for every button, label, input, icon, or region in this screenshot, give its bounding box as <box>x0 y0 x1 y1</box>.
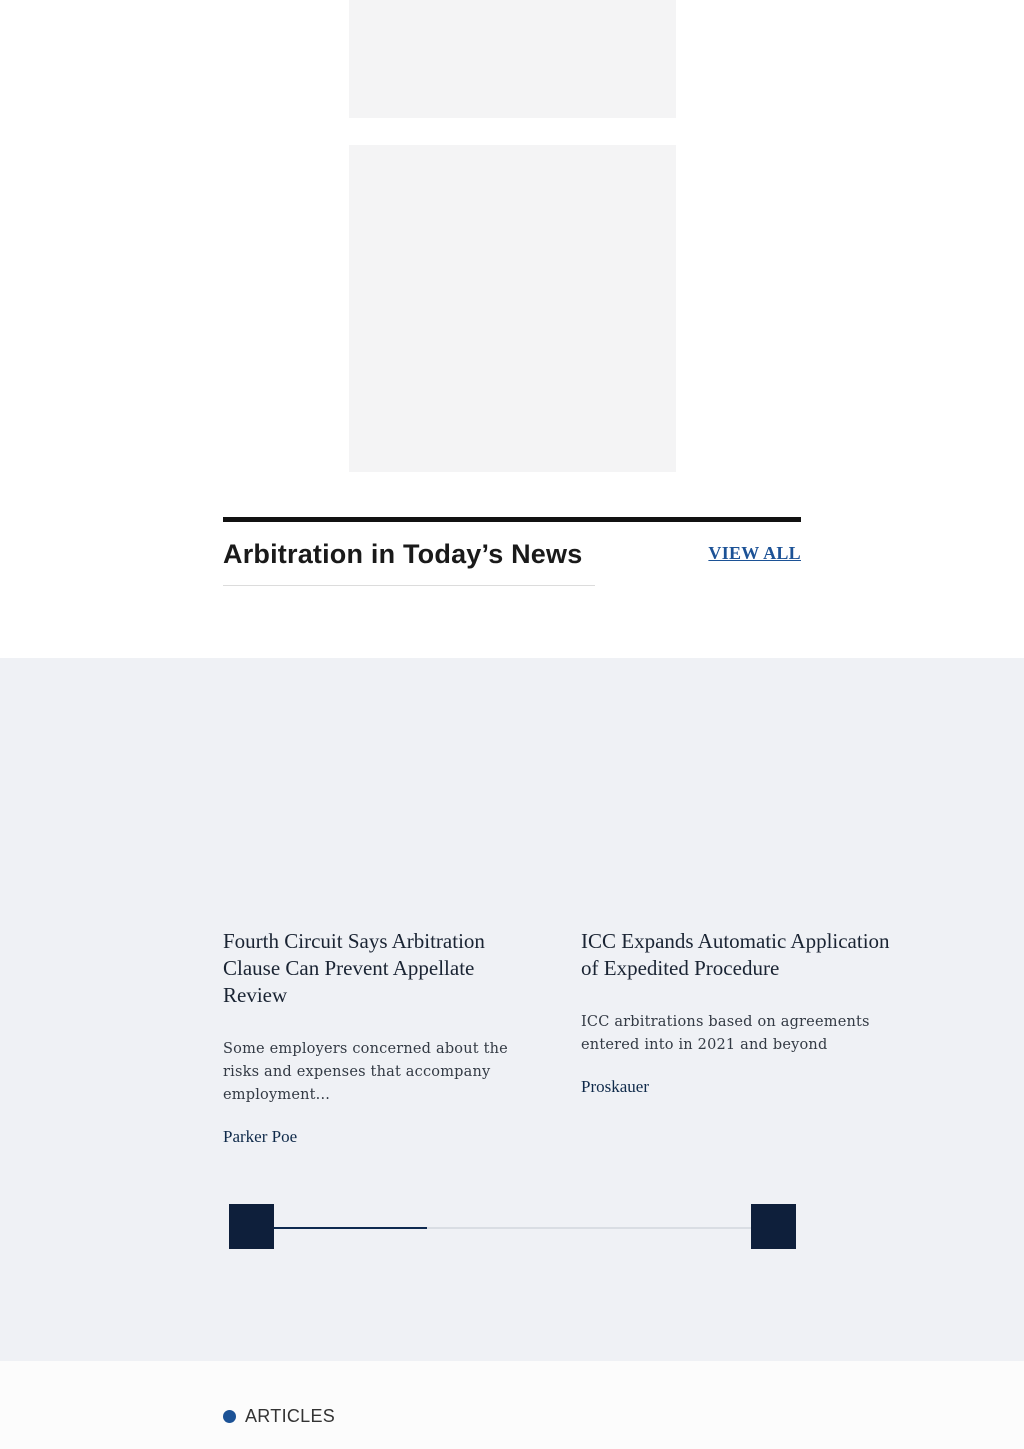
news-card-source[interactable]: Parker Poe <box>223 1127 298 1146</box>
bullet-dot-icon <box>223 1410 236 1423</box>
ad-placeholder-top <box>349 0 676 118</box>
articles-section-label <box>223 1406 335 1427</box>
news-section-header <box>223 517 801 592</box>
carousel-controls <box>229 1204 796 1250</box>
view-all-link[interactable]: VIEW ALL <box>708 543 801 563</box>
carousel-next-button[interactable] <box>751 1204 796 1249</box>
news-card-source[interactable]: Proskauer <box>581 1077 649 1096</box>
news-card <box>223 928 543 1147</box>
articles-label-text: ARTICLES <box>245 1406 336 1426</box>
news-card-excerpt: ICC arbitrations based on agreements entered into in 2021 and beyond <box>581 1014 870 1053</box>
ad-placeholder-middle <box>349 145 676 472</box>
news-carousel-section <box>0 658 1024 1361</box>
title-underline <box>223 585 595 586</box>
carousel-progress-track[interactable] <box>274 1227 751 1229</box>
news-card-headline[interactable]: ICC Expands Automatic Application of Expedited Procedure <box>581 929 890 980</box>
news-card-excerpt: Some employers concerned about the risks and expenses that accompany employment... <box>223 1041 508 1103</box>
articles-section <box>0 1361 1024 1449</box>
carousel-progress-fill <box>274 1227 427 1229</box>
news-carousel <box>223 928 890 1168</box>
news-card <box>581 928 901 1097</box>
news-section-title: Arbitration in Today’s News <box>223 539 583 569</box>
carousel-prev-button[interactable] <box>229 1204 274 1249</box>
news-card-headline[interactable]: Fourth Circuit Says Arbitration Clause Can Prevent Appellate Review <box>223 929 485 1007</box>
